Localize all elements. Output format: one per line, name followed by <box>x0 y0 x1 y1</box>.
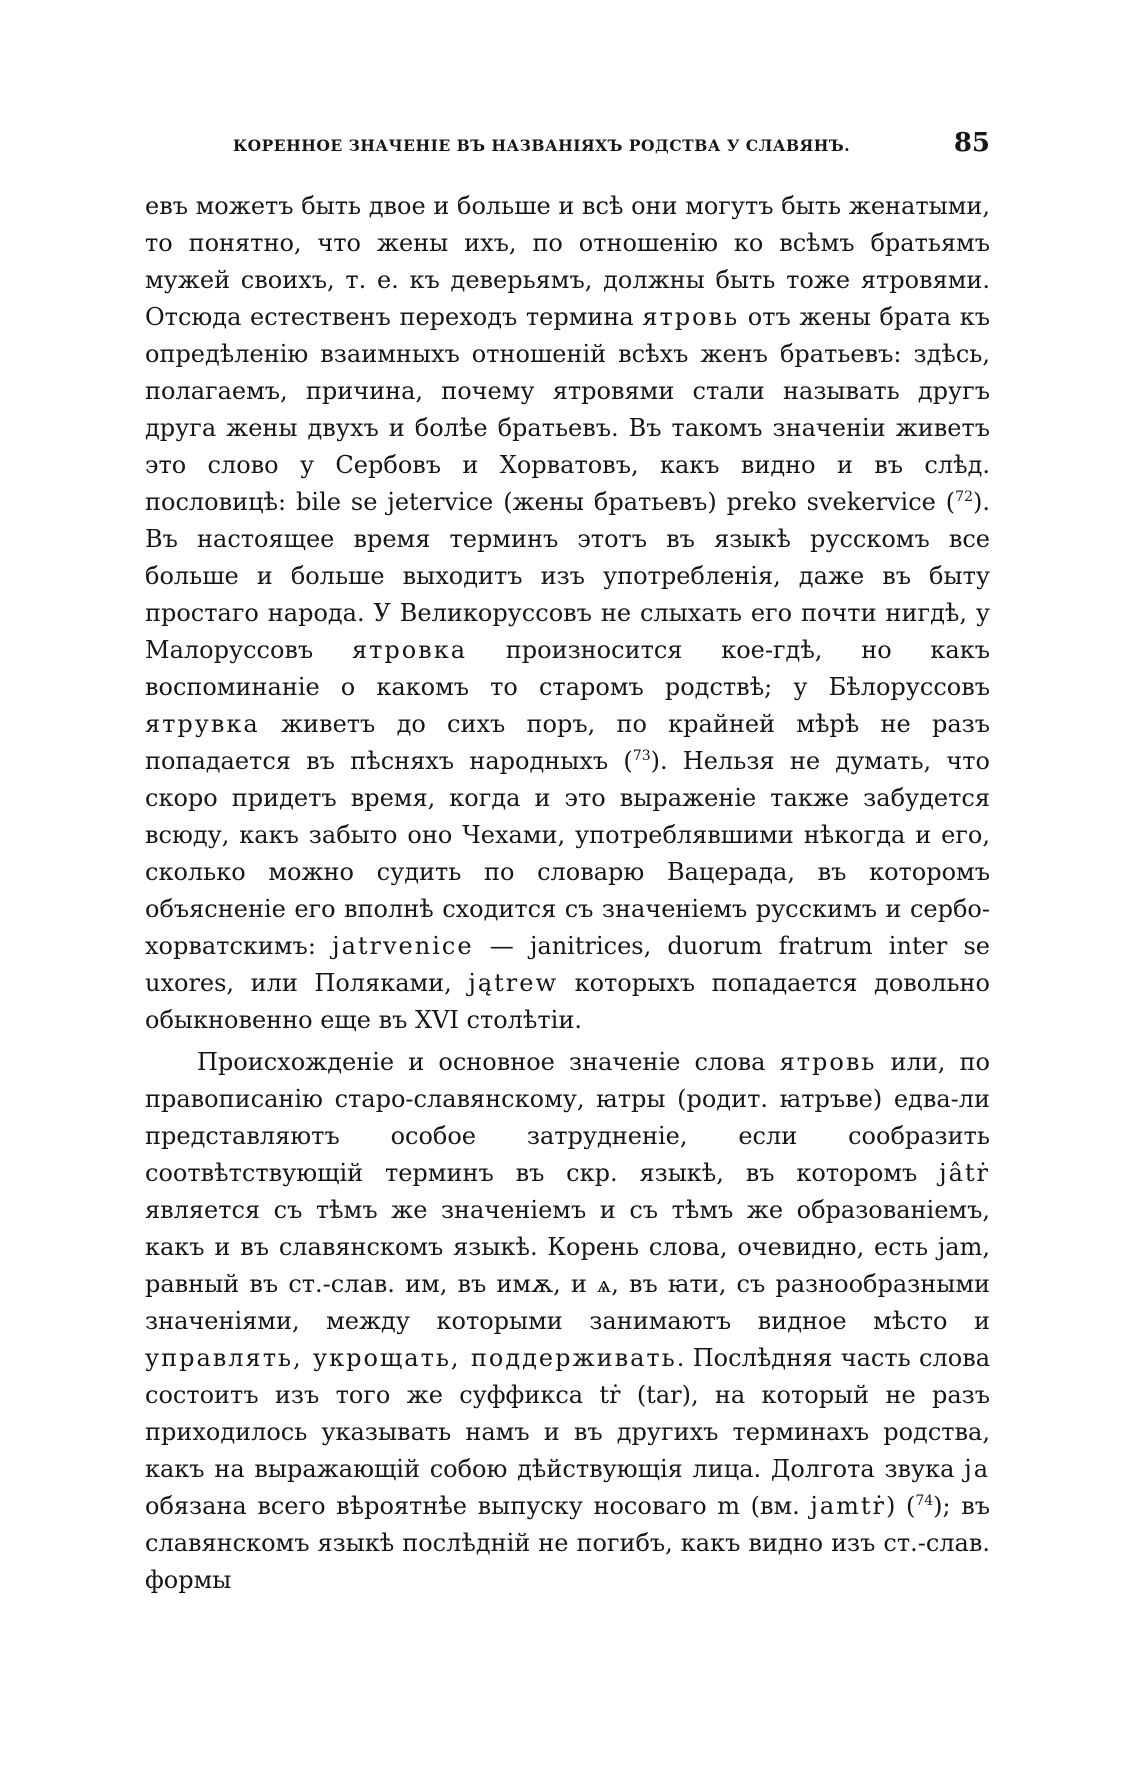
term-spaced: jatrvenice <box>332 932 474 960</box>
paragraph-2 <box>145 1044 990 1599</box>
text-segment: Происхожденіе и основное значеніе слова <box>197 1048 780 1076</box>
term-spaced: ятровка <box>351 636 468 664</box>
text-segment: ) ( <box>886 1492 916 1520</box>
page-number: 85 <box>953 128 990 158</box>
text-segment: ); въ славянскомъ языкѣ послѣдній не погибъ, какъ видно изъ ст.-слав. формы <box>145 1492 990 1594</box>
text-segment: . Послѣдняя часть слова состоитъ изъ того же суффикса tṙ (tar), на который не разъ приходилось указывать намъ и въ другихъ терминахъ родства, какъ на выражающій собою дѣйствующія лица. Долгота звука <box>145 1344 991 1483</box>
text-segment: является съ тѣмъ же значеніемъ и съ тѣмъ же образованіемъ, какъ и въ славянскомъ языкѣ. Корень слова, очевидно, есть jam, равный въ ст.-слав. им, въ имѫ, и ѧ, въ ꙗти, съ разнообразными значеніями, между которыми занимаютъ видное мѣсто и <box>145 1196 990 1335</box>
term-spaced: jamtṙ <box>810 1492 887 1520</box>
book-page <box>145 128 990 1758</box>
term-spaced: ятровь <box>642 303 740 331</box>
footnote-ref-74: 74 <box>915 1493 934 1509</box>
text-segment: которыхъ попадается довольно обыкновенно еще въ XVI столѣтіи. <box>145 969 990 1034</box>
term-spaced: jâtṙ <box>939 1159 990 1187</box>
term-spaced: ja <box>964 1455 990 1483</box>
paragraph-1 <box>145 188 990 1039</box>
running-title: КОРЕННОЕ ЗНАЧЕНІЕ ВЪ НАЗВАНІЯХЪ РОДСТВА У СЛАВЯНЪ. <box>233 136 851 155</box>
text-segment: или, по правописанію старо-славянскому, ꙗтры (родит. ꙗтръве) едва-ли представляютъ особое затрудненіе, если сообразить соотвѣтствующій терминъ въ скр. языкѣ, въ которомъ <box>145 1048 990 1187</box>
text-segment: — janitrices, duorum fratrum inter se uxores, или Поляками, <box>145 932 990 997</box>
footnote-ref-73: 73 <box>632 748 651 764</box>
footnote-ref-72: 72 <box>955 489 973 505</box>
text-segment: обязана всего вѣроятнѣе выпуску носоваго m (вм. <box>145 1492 811 1520</box>
text-segment: произносится кое-гдѣ, но какъ воспоминаніе о какомъ то старомъ родствѣ; у Бѣлоруссовъ <box>145 636 990 701</box>
text-segment: ). Въ настоящее время терминъ этотъ въ языкѣ русскомъ все больше и больше выходитъ изъ употребленія, даже въ быту простаго народа. У Великоруссовъ не слыхать его почти нигдѣ, у Малоруссовъ <box>145 488 990 664</box>
term-spaced: ятровь <box>779 1048 877 1076</box>
text-segment: живетъ до сихъ поръ, по крайней мѣрѣ не разъ попадается въ пѣсняхъ народныхъ ( <box>145 710 990 775</box>
term-spaced: jątrew <box>468 969 558 997</box>
text-segment: ). Нельзя не думать, что скоро придетъ время, когда и это выраженіе также забудется всюду, какъ забыто оно Чехами, употреблявшими нѣкогда и его, сколько можно судить по словарю Вацерада, въ которомъ объясненіе его вполнѣ сходится съ значеніемъ русскимъ и сербо-хорватскимъ: <box>145 747 990 960</box>
term-spaced: управлять, укрощать, поддерживать <box>145 1344 677 1372</box>
running-head <box>145 128 990 166</box>
body-text <box>145 188 990 1599</box>
text-segment: евъ можетъ быть двое и больше и всѣ они могутъ быть женатыми, то понятно, что жены ихъ, по отношенію ко всѣмъ братьямъ мужей своихъ, т. е. къ деверьямъ, должны быть тоже ятровями. Отсюда естественъ переходъ термина <box>145 192 990 331</box>
text-segment: отъ жены брата къ опредѣленію взаимныхъ отношеній всѣхъ женъ братьевъ: здѣсь, полагаемъ, причина, почему ятровями стали называть другъ друга жены двухъ и болѣе братьевъ. Въ такомъ значеніи живетъ это слово у Сербовъ и Хорватовъ, какъ видно и въ слѣд. пословицѣ: bile se jetervice (жены братьевъ) preko svekervice ( <box>145 303 990 516</box>
term-spaced: ятрувка <box>145 710 260 738</box>
